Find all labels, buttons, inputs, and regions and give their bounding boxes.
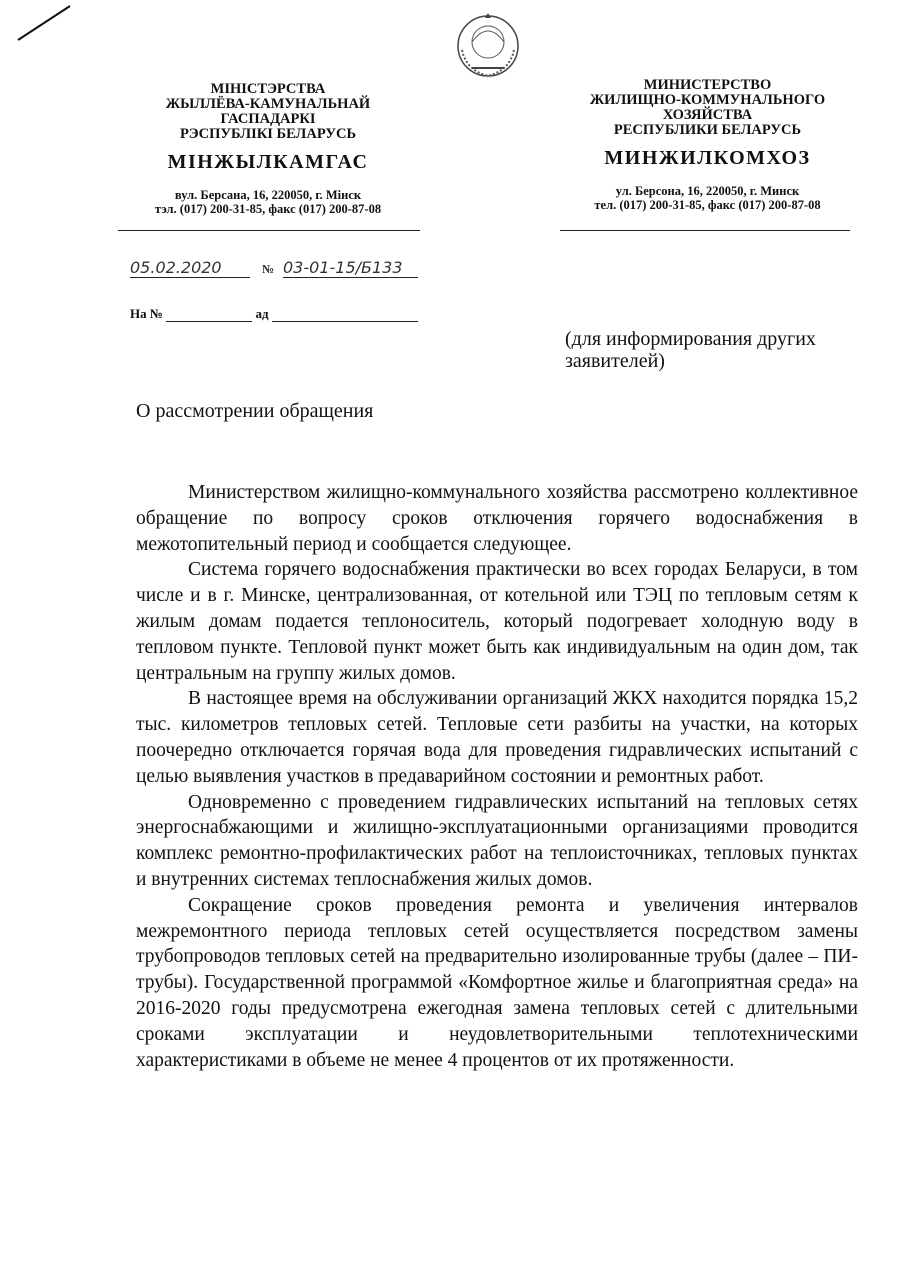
number-label: № xyxy=(262,262,275,276)
org-name-ru-line1: МИНИСТЕРСТВО xyxy=(643,77,772,93)
ref-ad-label: ад xyxy=(255,306,269,321)
org-short-name-by: МІНЖЫЛКАМГАС xyxy=(167,151,369,173)
body-paragraph: Система горячего водоснабжения практически во всех городах Беларуси, в том числе и в г. Минске, централизованная, от котельной или ТЭЦ по тепловым сетям к жилым домам подается теплоноситель, который подогревает холодную воду в тепловом пункте. Тепловой пункт может быть как индивидуальным на один дом, так центральным на группу жилых домов. xyxy=(136,559,858,684)
addressee: (для информирования других заявителей) xyxy=(565,328,816,372)
org-address-by: вул. Берсана, 16, 220050, г. Мінск xyxy=(174,188,362,202)
org-address-ru: ул. Берсона, 16, 220050, г. Минск xyxy=(615,184,800,198)
org-name-by-line1: МІНІСТЭРСТВА xyxy=(210,81,326,97)
letter-subject: О рассмотрении обращения xyxy=(136,400,374,422)
org-name-by-line2: ЖЫЛЛЁВА-КАМУНАЛЬНАЙ xyxy=(165,96,371,112)
body-paragraph: Министерством жилищно-коммунального хозяйства рассмотрено коллективное обращение по вопросу сроков отключения горячего водоснабжения в межотопительный период и сообщается следующее. xyxy=(136,482,858,555)
org-phone-ru: тел. (017) 200-31-85, факс (017) 200-87-08 xyxy=(594,198,821,212)
org-name-by-line3: ГАСПАДАРКІ xyxy=(220,111,316,127)
ref-number-blank xyxy=(166,311,252,322)
org-name-ru-line4: РЕСПУБЛИКИ БЕЛАРУСЬ xyxy=(613,122,802,138)
reference-line xyxy=(130,306,418,322)
ref-ad-blank xyxy=(272,311,418,322)
org-phone-by: тэл. (017) 200-31-85, факс (017) 200-87-08 xyxy=(154,202,382,216)
org-short-name-ru: МИНЖИЛКОМХОЗ xyxy=(604,147,811,169)
org-name-ru-line2: ЖИЛИЩНО-КОММУНАЛЬНОГО xyxy=(589,92,826,108)
header-left-block xyxy=(118,82,418,216)
state-emblem-icon xyxy=(452,10,524,82)
ref-number-label: На № xyxy=(130,306,163,321)
org-name-ru-line3: ХОЗЯЙСТВА xyxy=(662,107,753,123)
body-paragraph: Сокращение сроков проведения ремонта и увеличения интервалов межремонтного периода тепловых сетей осуществляется посредством замены трубопроводов тепловых сетей на предварительно изолированные трубы (далее – ПИ-трубы). Государственной программой «Комфортное жилье и благоприятная среда» на 2016-2020 годы предусмотрена ежегодная замена тепловых сетей с длительными сроками эксплуатации и неудовлетворительными теплотехническими характеристиками в объеме не менее 4 процентов от их протяженности. xyxy=(136,894,858,1071)
header-right-block xyxy=(560,78,855,212)
header-divider-right xyxy=(560,230,850,231)
org-name-by-line4: РЭСПУБЛІКІ БЕЛАРУСЬ xyxy=(179,126,357,142)
letter-body xyxy=(136,480,858,1073)
handwritten-reg-number: 03-01-15/Б133 xyxy=(283,258,418,278)
pen-stroke-mark xyxy=(14,2,74,44)
body-paragraph: В настоящее время на обслуживании организаций ЖКХ находится порядка 15,2 тыс. километров тепловых сетей. Тепловые сети разбиты на участки, на которых поочередно отключается горячая вода для проведения гидравлических испытаний с целью выявления участков в предаварийном состоянии и ремонтных работ. xyxy=(136,688,858,787)
header-divider-left xyxy=(118,230,420,231)
handwritten-date: 05.02.2020 xyxy=(130,258,250,278)
body-paragraph: Одновременно с проведением гидравлических испытаний на тепловых сетях энергоснабжающими и жилищно-эксплуатационными организациями проводится комплекс ремонтно-профилактических работ на теплоисточниках, тепловых пунктах и внутренних системах теплоснабжения жилых домов. xyxy=(136,791,858,890)
